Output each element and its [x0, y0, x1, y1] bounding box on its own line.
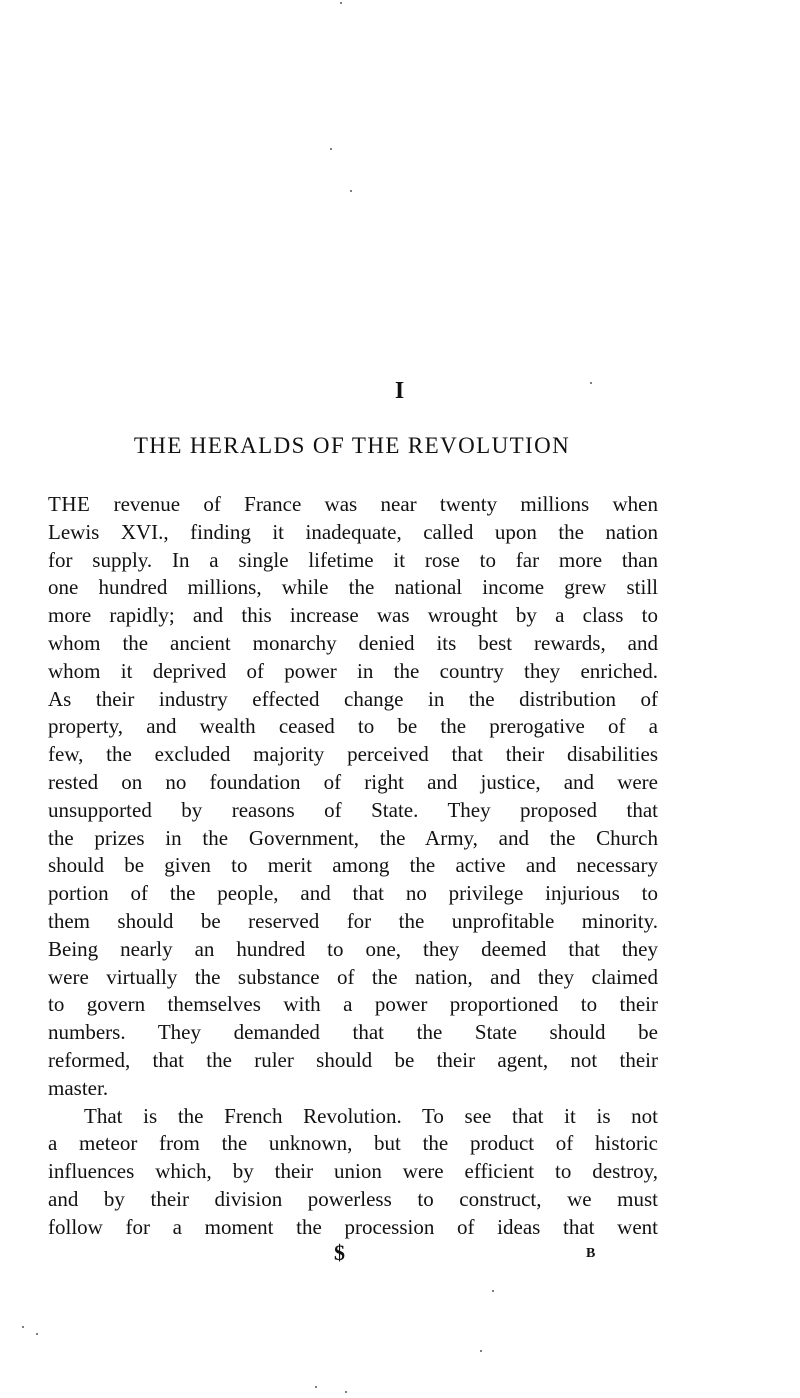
text-line: Being nearly an hundred to one, they deemed that they	[48, 936, 658, 961]
text-line: master.	[48, 1075, 109, 1100]
body-text	[48, 491, 658, 1242]
scan-speck	[22, 1326, 24, 1328]
text-line: to govern themselves with a power proportioned to their	[48, 992, 658, 1017]
scan-speck	[492, 1290, 494, 1292]
text-line: property, and wealth ceased to be the prerogative of a	[48, 714, 658, 739]
scan-speck	[345, 1391, 347, 1393]
paragraph-2	[48, 1103, 658, 1242]
text-line: and by their division powerless to construct, we must	[48, 1186, 658, 1211]
text-line: follow for a moment the procession of ideas that went	[48, 1214, 658, 1239]
scan-speck	[330, 148, 332, 150]
text-line: were virtually the substance of the nation, and they claimed	[48, 964, 658, 989]
drop-word: THE	[48, 492, 91, 516]
scan-speck	[315, 1386, 317, 1388]
text-line: them should be reserved for the unprofitable minority.	[48, 908, 658, 933]
text-line: influences which, by their union were efficient to destroy,	[48, 1159, 658, 1184]
text-line: rested on no foundation of right and justice, and were	[48, 769, 658, 794]
chapter-number: I	[394, 378, 406, 404]
paragraph-1	[48, 491, 658, 1103]
text-line: portion of the people, and that no privilege injurious to	[48, 881, 658, 906]
text-line: Lewis XVI., finding it inadequate, called upon the nation	[48, 519, 658, 544]
text-line: unsupported by reasons of State. They proposed that	[48, 797, 658, 822]
footer-signature-letter: B	[586, 1246, 596, 1261]
text-line: for supply. In a single lifetime it rose to far more than	[48, 547, 658, 572]
chapter-title: THE HERALDS OF THE REVOLUTION	[133, 433, 571, 458]
text-line	[48, 491, 658, 519]
footer-signature-mark: $	[334, 1240, 345, 1265]
text-line: more rapidly; and this increase was wrought by a class to	[48, 603, 658, 628]
text-line: reformed, that the ruler should be their agent, not their	[48, 1047, 658, 1072]
text-line: whom the ancient monarchy denied its best rewards, and	[48, 630, 658, 655]
text-line: a meteor from the unknown, but the product of historic	[48, 1131, 658, 1156]
line-text: revenue of France was near twenty millions when	[90, 492, 658, 516]
scan-speck	[480, 1350, 482, 1352]
text-line: few, the excluded majority perceived that their disabilities	[48, 742, 658, 767]
scan-speck	[340, 2, 342, 4]
text-line: one hundred millions, while the national income grew still	[48, 575, 658, 600]
text-line: numbers. They demanded that the State should be	[48, 1020, 658, 1045]
text-line: the prizes in the Government, the Army, and the Church	[48, 825, 658, 850]
text-line: should be given to merit among the active and necessary	[48, 853, 658, 878]
scan-speck	[590, 382, 592, 384]
scan-speck	[36, 1333, 38, 1335]
text-line: As their industry effected change in the distribution of	[48, 686, 658, 711]
text-line: whom it deprived of power in the country they enriched.	[48, 658, 658, 683]
scan-speck	[350, 190, 352, 192]
text-line: That is the French Revolution. To see that it is not	[84, 1103, 658, 1128]
